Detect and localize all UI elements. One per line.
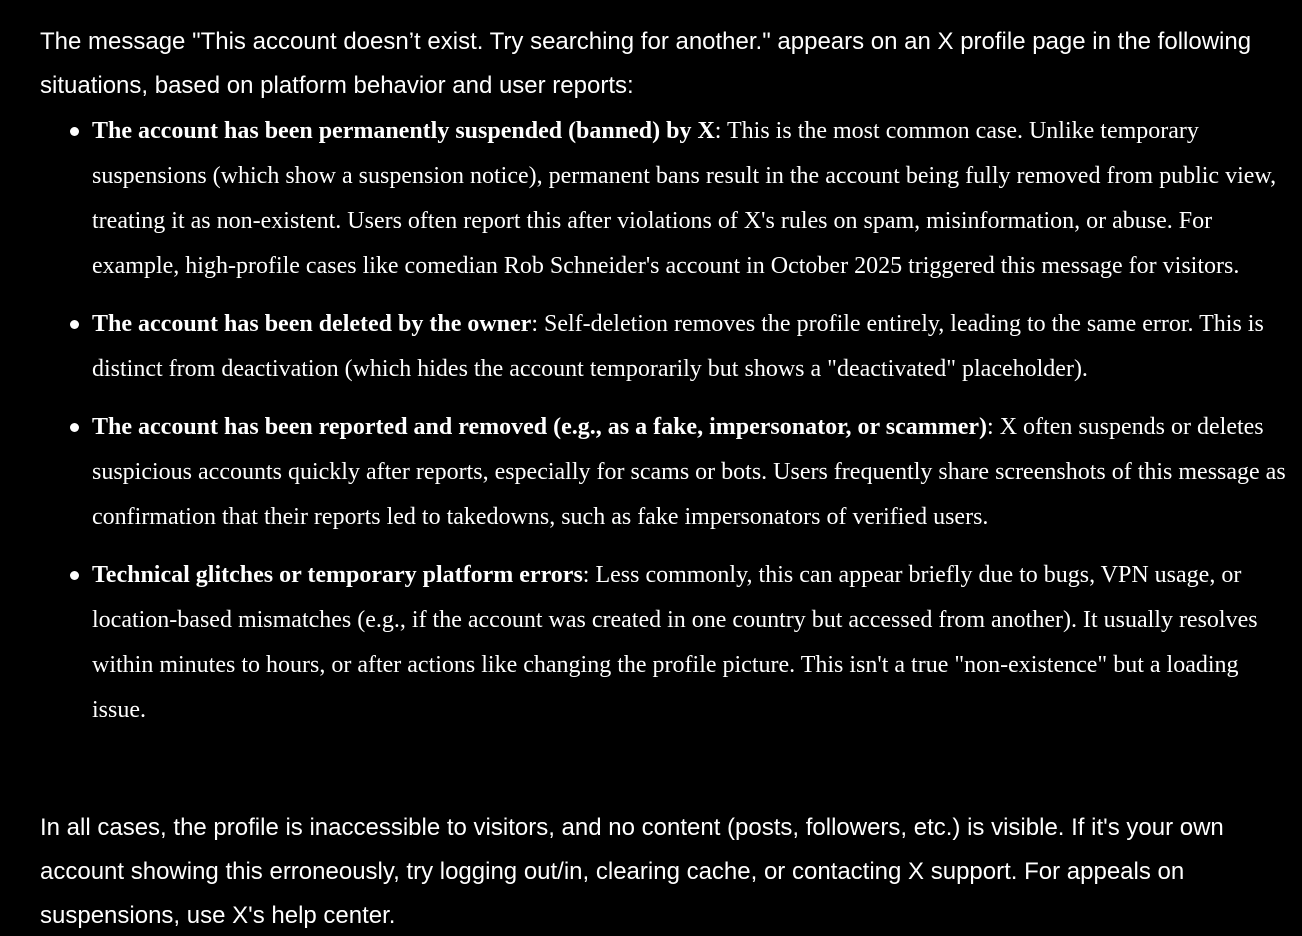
list-item xyxy=(92,553,1290,733)
reason-body: : This is the most common case. Unlike temporary suspensions (which show a suspension notice), permanent bans result in the account being fully removed from public view, treating it as non-existent. Users often report this after violations of X's rules on spam, misinformation, or abuse. For example, high-profile cases like comedian Rob Schneider's account in October 2025 triggered this message for visitors. xyxy=(92,118,1277,279)
reason-title: The account has been deleted by the owner xyxy=(92,311,532,337)
reason-title: Technical glitches or temporary platform errors xyxy=(92,562,583,588)
conclusion-paragraph: In all cases, the profile is inaccessible to visitors, and no content (posts, followers, etc.) is visible. If it's your own account showing this erroneously, try logging out/in, clearing cache, or contacting X support. For appeals on suspensions, use X's help center. xyxy=(40,814,1224,929)
list-item xyxy=(92,405,1290,540)
reasons-list xyxy=(0,109,1290,746)
reason-body: : X often suspends or deletes suspicious accounts quickly after reports, especially for scams or bots. Users frequently share screenshots of this message as confirmation that their reports led to takedowns, such as fake impersonators of verified users. xyxy=(92,414,1286,530)
reason-body: : Less commonly, this can appear briefly due to bugs, VPN usage, or location-based mismatches (e.g., if the account was created in one country but accessed from another). It usually resolves within minutes to hours, or after actions like changing the profile picture. This isn't a true "non-existence" but a loading issue. xyxy=(92,562,1258,723)
bullet-icon xyxy=(70,423,79,432)
list-item xyxy=(92,109,1290,289)
list-item xyxy=(92,302,1290,392)
bullet-icon xyxy=(70,571,79,580)
reason-body: : Self-deletion removes the profile entirely, leading to the same error. This is distinct from deactivation (which hides the account temporarily but shows a "deactivated" placeholder). xyxy=(92,311,1264,382)
bullet-icon xyxy=(70,320,79,329)
reason-title: The account has been permanently suspended (banned) by X xyxy=(92,118,715,144)
reason-title: The account has been reported and removed (e.g., as a fake, impersonator, or scammer) xyxy=(92,414,988,440)
bullet-icon xyxy=(70,127,79,136)
intro-paragraph: The message "This account doesn’t exist. Try searching for another." appears on an X profile page in the following situations, based on platform behavior and user reports: xyxy=(40,28,1252,99)
